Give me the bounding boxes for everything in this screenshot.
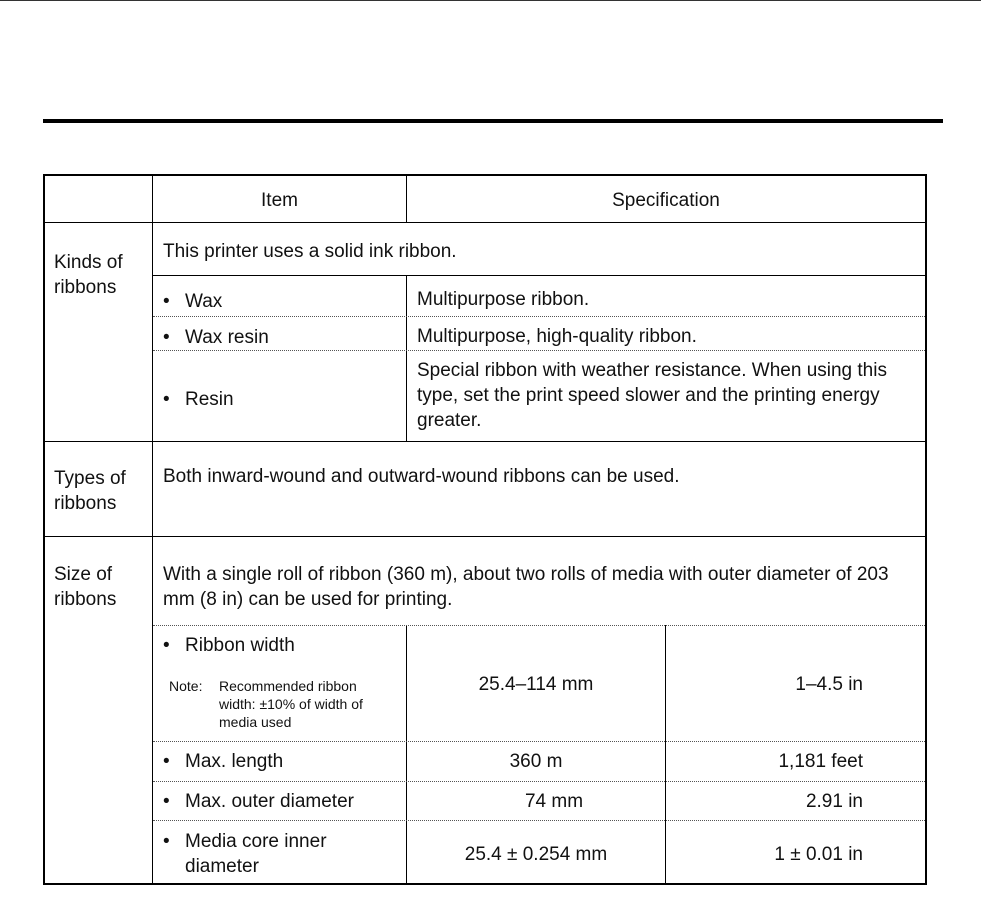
- header-specification: Specification: [612, 190, 720, 211]
- ribbon-width-imperial: 1–4.5 in: [795, 674, 863, 695]
- size-intro: With a single roll of ribbon (360 m), about two rolls of media with outer diameter of 203 mm (8 in) can be used for printing.: [163, 564, 889, 610]
- note-text: Recommended ribbon width: ±10% of width of media used: [219, 678, 363, 730]
- max-outer-diameter-metric: 74 mm: [524, 791, 584, 812]
- size-label: Size of ribbons: [54, 564, 117, 610]
- row-divider: [153, 781, 925, 782]
- kinds-spec-wax: Multipurpose ribbon.: [417, 289, 590, 310]
- kinds-intro-rule: [152, 275, 925, 276]
- types-bottom-rule: [45, 536, 925, 537]
- kinds-bottom-rule: [45, 441, 925, 442]
- kinds-item-wax-resin: • Wax resin: [163, 325, 403, 350]
- size-item-media-core-inner-diameter: • Media core inner diameter: [163, 829, 383, 879]
- col-divider-kinds: [406, 275, 407, 442]
- media-core-imperial: 1 ± 0.01 in: [774, 844, 863, 865]
- kinds-label: Kinds of ribbons: [54, 252, 123, 298]
- max-length-metric: 360 m: [509, 751, 563, 772]
- size-item-ribbon-width: • Ribbon width: [163, 633, 403, 658]
- header-item: Item: [261, 190, 298, 211]
- ribbon-width-metric: 25.4–114 mm: [478, 674, 594, 695]
- max-outer-diameter-imperial: 2.91 in: [805, 791, 863, 812]
- page-top-rule: [0, 0, 981, 1]
- size-item-max-length: • Max. length: [163, 749, 403, 774]
- kinds-intro: This printer uses a solid ink ribbon.: [163, 241, 457, 262]
- types-label: Types of ribbons: [54, 468, 126, 514]
- row-divider: [153, 350, 925, 351]
- ribbon-spec-table: [43, 174, 927, 885]
- kinds-item-wax: • Wax: [163, 289, 403, 314]
- row-divider: [153, 741, 925, 742]
- kinds-spec-resin: Special ribbon with weather resistance. When using this type, set the print speed slower and the printing energy greater.: [417, 360, 887, 431]
- media-core-metric: 25.4 ± 0.254 mm: [464, 844, 608, 865]
- kinds-item-resin: • Resin: [163, 387, 403, 412]
- row-divider: [153, 625, 925, 626]
- max-length-imperial: 1,181 feet: [778, 751, 863, 772]
- row-divider: [153, 316, 925, 317]
- types-text: Both inward-wound and outward-wound ribbons can be used.: [163, 466, 680, 487]
- section-rule: [43, 119, 943, 123]
- header-bottom-rule: [45, 222, 925, 223]
- col-divider-label: [152, 176, 153, 883]
- row-divider: [153, 820, 925, 821]
- kinds-spec-wax-resin: Multipurpose, high-quality ribbon.: [417, 326, 697, 347]
- note-label: Note:: [169, 678, 203, 694]
- size-item-max-outer-diameter: • Max. outer diameter: [163, 789, 403, 814]
